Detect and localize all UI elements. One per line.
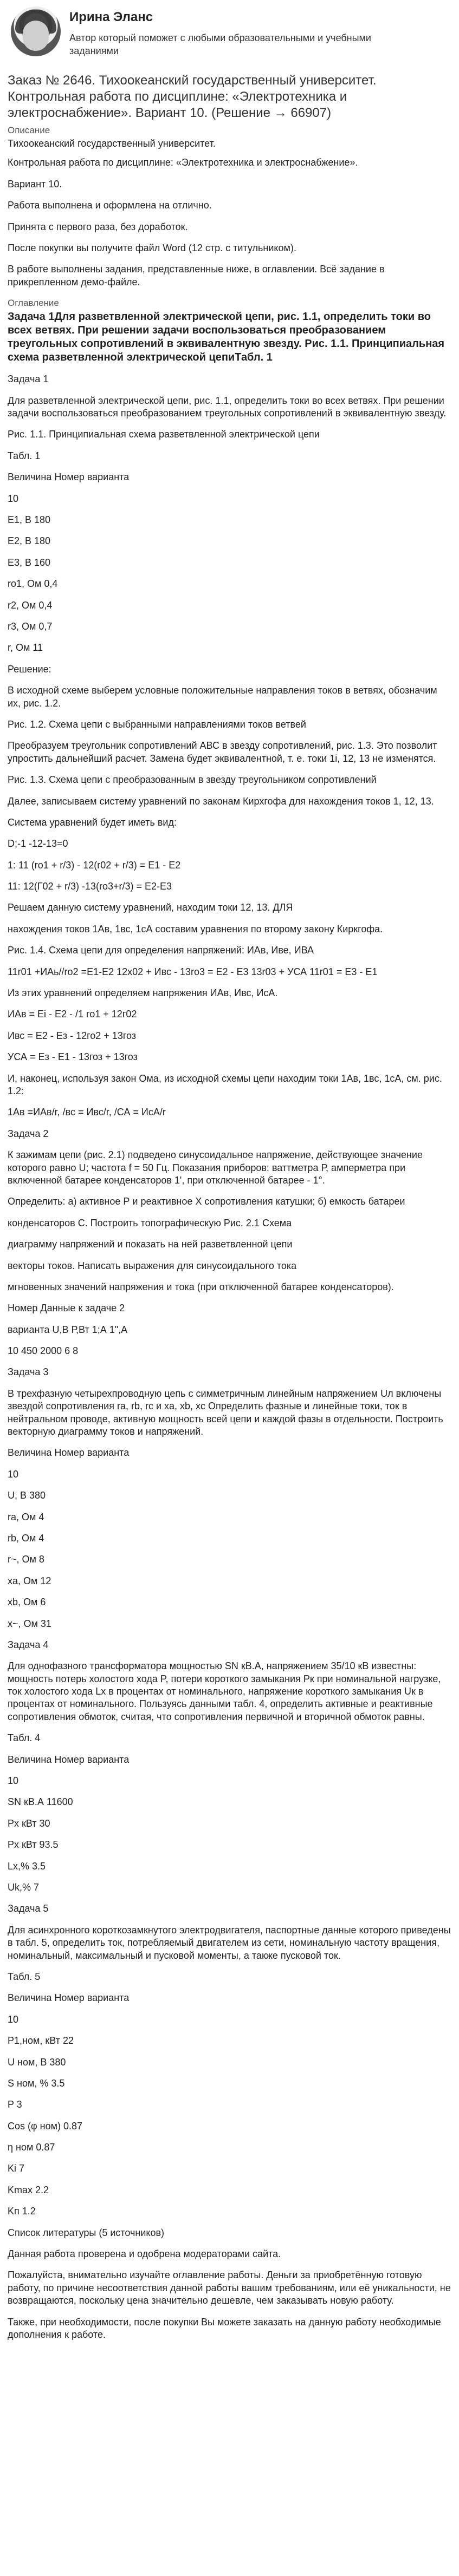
content-line: 10 450 2000 6 8 (8, 1345, 79, 1357)
content-line: 10 (8, 493, 19, 504)
content-line: Ивс = Е2 - Ез - 12го2 + 13гоз (8, 1030, 137, 1041)
content-line: 10 (8, 1775, 19, 1787)
content-line: Табл. 1 (8, 450, 41, 461)
content-line: Пожалуйста, внимательно изучайте оглавление работы. Деньги за приобретённую готовую работу, по причине несоответствия данной работы вашим требованиям, или её уникальности, не возвращаются, поскольку цена значительно дешевле, чем заказывать новую работу. (8, 2270, 451, 2306)
description-line: В работе выполнены задания, представленные ниже, в оглавлении. Всё задание в прикрепленном демо-файле. (8, 264, 385, 287)
author-avatar[interactable] (11, 6, 61, 56)
content-line: Решение: (8, 663, 51, 675)
description-line: После покупки вы получите файл Word (12 стр. с титульником). (8, 243, 296, 254)
content-line: Номер Данные к задаче 2 (8, 1303, 125, 1314)
content-line: Величина Номер варианта (8, 472, 130, 483)
content-line: Kп 1.2 (8, 2206, 36, 2217)
content-line: Табл. 4 (8, 1732, 41, 1744)
content-line: Также, при необходимости, после покупки Вы можете заказать на данную работу необходимые дополнения к работе. (8, 2316, 441, 2340)
toc-content (8, 373, 451, 2341)
content-line: P 3 (8, 2099, 22, 2110)
content-line: Lx,% 3.5 (8, 1860, 46, 1872)
content-line: И, наконец, используя закон Ома, из исходной схемы цепи находим токи 1Ав, 1вс, 1сА, см. рис. 1.2: (8, 1073, 442, 1096)
content-line: нахождения токов 1Ав, 1вс, 1сА составим уравнения по второму закону Киркгофа. (8, 923, 383, 934)
content-line: U, В 380 (8, 1490, 46, 1501)
content-line: Данная работа проверена и одобрена модераторами сайта. (8, 2248, 281, 2260)
content-line: E1, В 180 (8, 514, 51, 526)
content-line: Система уравнений будет иметь вид: (8, 816, 177, 828)
description-line: Тихоокеанский государственный университет. (8, 138, 216, 149)
content-line: ИАв = Еі - Е2 - /1 го1 + 12г02 (8, 1009, 137, 1020)
content-line: Решаем данную систему уравнений, находим токи 12, 13. ДЛЯ (8, 902, 293, 913)
content-line: Px кВт 93.5 (8, 1839, 59, 1851)
content-line: Задача 3 (8, 1367, 49, 1378)
content-line: Табл. 5 (8, 1971, 41, 1982)
content-line: rb, Ом 4 (8, 1532, 44, 1544)
description (8, 138, 451, 289)
content-line: Рис. 1.3. Схема цепи с преобразованным в звезду треугольником сопротивлений (8, 774, 377, 786)
content-line: В исходной схеме выберем условные положительные направления токов в ветвях, обозначим их, рис. 1.2. (8, 685, 437, 709)
content-line: ro1, Ом 0,4 (8, 578, 58, 590)
content-line: E3, В 160 (8, 557, 51, 568)
content-line: x~, Ом 31 (8, 1618, 51, 1629)
content-line: Задача 4 (8, 1639, 49, 1650)
content-line: Kmax 2.2 (8, 2184, 49, 2195)
content-line: SN кВ.А 11600 (8, 1796, 73, 1808)
content-line: Преобразуем треугольник сопротивлений АВС в звезду сопротивлений, рис. 1.3. Это позволит упростить дальнейший расчет. Замена будет эквивалентной, т. е. токи 1i, 12, 13 не изменятся. (8, 740, 437, 764)
content-line: Список литературы (5 источников) (8, 2227, 165, 2238)
content-line: ra, Ом 4 (8, 1511, 44, 1522)
content-line: 11: 12(Г02 + r/3) -13(ro3+r/3) = E2-E3 (8, 881, 172, 892)
content-line: 11r01 +ИАь//ro2 =E1-E2 12x02 + Ивс - 13ro3 = E2 - E3 13r03 + УСА 11r01 = E3 - E1 (8, 966, 378, 977)
description-label: Описание (8, 125, 50, 135)
toc-label: Оглавление (8, 298, 59, 309)
author-info (69, 9, 395, 57)
author-name[interactable]: Ирина Эланс (69, 10, 153, 24)
content-line: Px кВт 30 (8, 1817, 50, 1829)
content-line: xa, Ом 12 (8, 1575, 51, 1586)
content-line: r2, Ом 0,4 (8, 599, 53, 611)
content-line: 10 (8, 2013, 19, 2025)
content-line: r~, Ом 8 (8, 1554, 44, 1565)
content-line: U ном, В 380 (8, 2056, 66, 2068)
content-line: xb, Ом 6 (8, 1597, 46, 1608)
content-line: Рис. 1.2. Схема цепи с выбранными направлениями токов ветвей (8, 718, 306, 730)
content-line: К зажимам цепи (рис. 2.1) подведено синусоидальное напряжение, действующее значение которого равно U; частота f = 50 Гц. Показания приборов: ваттметра Р, амперметра при включенной батарее конденсаторов 1', при отключенной батарее - 1°. (8, 1149, 423, 1186)
content-line: Определить: а) активное Р и реактивное Х сопротивления катушки; б) емкость батареи (8, 1196, 405, 1207)
content-line: Рис. 1.1. Принципиальная схема разветвленной электрической цепи (8, 429, 320, 440)
content-line: Задача 2 (8, 1128, 49, 1139)
content-line: Cos (φ ном) 0.87 (8, 2120, 83, 2132)
content-line: Ki 7 (8, 2163, 25, 2174)
content-line: варианта U,В Р,Вт 1;А 1",А (8, 1324, 128, 1335)
content-line: Рис. 1.4. Схема цепи для определения напряжений: ИАв, Иве, ИВА (8, 945, 314, 956)
toc-task-heading: Задача 1Для разветвленной электрической цепи, рис. 1.1, определить токи во всех ветвях. При решении задачи воспользоваться преобразованием треугольных сопротивлений в эквивалентную звезду. Рис. 1.1. Принципиальная схема разветвленной электрической цепиТабл. 1 (8, 311, 444, 364)
author-subtitle: Автор который поможет с любыми образовательными и учебными заданиями (69, 32, 371, 56)
content-line: 1: 11 (ro1 + r/3) - 12(r02 + r/3) = E1 - E2 (8, 859, 181, 871)
description-line: Работа выполнена и оформлена на отлично. (8, 200, 212, 211)
content-line: Величина Номер варианта (8, 1447, 130, 1459)
content-line: P1,ном, кВт 22 (8, 2035, 74, 2047)
content-line: η ном 0.87 (8, 2142, 55, 2153)
content-line: Для разветвленной электрической цепи, рис. 1.1, определить токи во всех ветвях. При решении задачи воспользоваться преобразованием треугольных сопротивлений в эквивалентную звезду. (8, 395, 447, 419)
description-line: Контрольная работа по дисциплине: «Электротехника и электроснабжение». (8, 157, 358, 168)
content-line: УСА = Ез - Е1 - 13гоз + 13гоз (8, 1051, 138, 1063)
content-line: Величина Номер варианта (8, 1992, 130, 2004)
author-header (8, 0, 451, 65)
content-line: векторы токов. Написать выражения для синусоидального тока (8, 1260, 297, 1271)
content-line: Задача 1 (8, 374, 49, 385)
content-line: Далее, записываем систему уравнений по законам Кирхгофа для нахождения токов 1, 12, 13. (8, 795, 434, 807)
content-line: D;-1 -12-13=0 (8, 838, 68, 849)
content-line: В трехфазную четырехпроводную цепь с симметричным линейным напряжением Uл включены звездой сопротивления ra, rb, rc и xa, xb, xc Определить фазные и линейные токи, ток в нейтральном проводе, активную мощность всей цепи и каждой фазы в отдельности. Построить векторную диаграмму токов и напряжений. (8, 1388, 443, 1437)
content-line: E2, В 180 (8, 535, 51, 547)
description-line: Вариант 10. (8, 178, 62, 189)
content-line: Для однофазного трансформатора мощностью SN кВ.А, напряжением 35/10 кВ известны: мощность потерь холостого хода P, потери короткого замыкания Pк при номинальной нагрузке, ток холостого хода Lx в процентах от номинального, напряжение короткого замыкания Uк в процентах от номинального. Пользуясь данными табл. 4, определить активные и реактивные сопротивления обмоток, считая, что сопротивления первичной и вторичной обмоток равны. (8, 1660, 441, 1722)
content-line: S ном, % 3.5 (8, 2077, 65, 2089)
content-line: конденсаторов С. Построить топографическую Рис. 2.1 Схема (8, 1217, 292, 1228)
content-line: r3, Ом 0,7 (8, 621, 53, 632)
content-line: Для асинхронного короткозамкнутого электродвигателя, паспортные данные которого приведены в табл. 5, определить ток, потребляемый двигателем из сети, номинальную частоту вращения, номинальный, максимальный и пусковой моменты, а также пусковой ток. (8, 1924, 451, 1961)
content-line: Из этих уравнений определяем напряжения ИАв, Ивс, ИсА. (8, 988, 278, 999)
content-line: r, Ом 11 (8, 642, 43, 653)
content-line: 1Ав =ИАв/r, /вс = Ивс/r, /СА = ИсА/r (8, 1107, 166, 1118)
description-line: Принята с первого раза, без доработок. (8, 221, 188, 232)
content-line: Задача 5 (8, 1903, 49, 1914)
content-line: 10 (8, 1468, 19, 1480)
content-line: диаграмму напряжений и показать на ней разветвленной цепи (8, 1239, 293, 1250)
content-line: Величина Номер варианта (8, 1754, 130, 1765)
content-line: мгновенных значений напряжения и тока (при отключенной батарее конденсаторов). (8, 1281, 394, 1292)
order-title: Заказ № 2646. Тихоокеанский государственный университет. Контрольная работа по дисциплине: «Электротехника и электроснабжение». Вариант 10. (Решение → 66907) (8, 73, 377, 120)
content-line: Uk,% 7 (8, 1882, 40, 1893)
